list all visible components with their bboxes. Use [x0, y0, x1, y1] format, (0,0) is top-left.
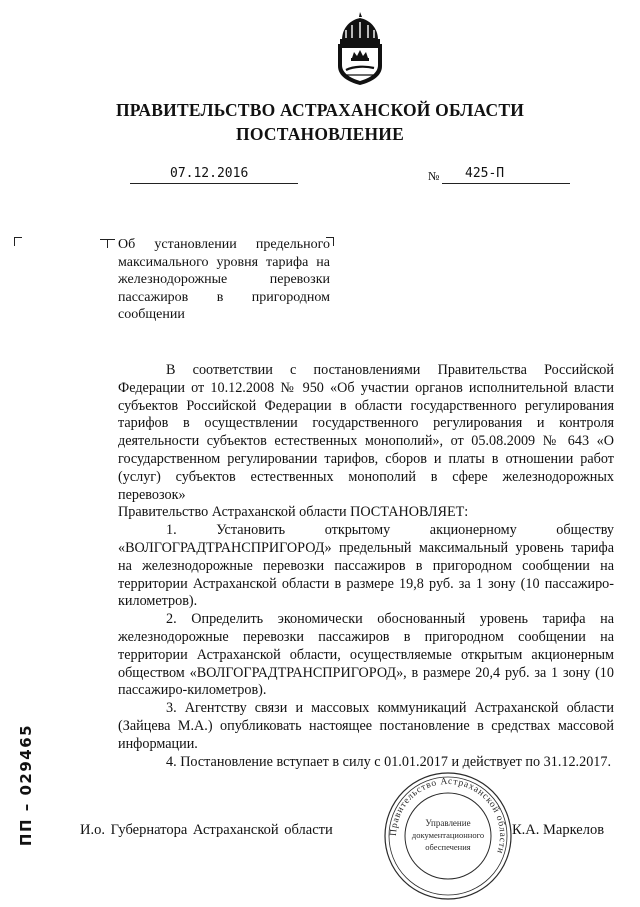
number-sign: №: [428, 169, 440, 183]
signatory-name: К.А. Маркелов: [512, 822, 605, 838]
resolution-item-1: 1. Установить открытому акционерному обществу «ВОЛГОГРАДТРАНСПРИГОРОД» предельный максимальный уровень тарифа на железнодорожные перевозки пассажиров в пригородном сообщении на территории Астраханской области в размере 19,8 руб. за 1 зону (10 пассажиро-километров).: [118, 522, 614, 610]
subject-bracket-left-inner: [107, 239, 115, 248]
document-subject: Об установлении предельного максимального уровня тарифа на железнодорожные перевозки пассажиров в пригородном сообщении: [118, 237, 330, 322]
number-underline: [442, 183, 570, 184]
corner-mark: [14, 237, 22, 246]
document-number: 425-П: [465, 166, 505, 181]
stamp-line-3: обеспечения: [425, 842, 471, 852]
serial-number-block: [6, 690, 46, 880]
coat-of-arms-emblem: [328, 10, 392, 86]
resolution-item-4: 4. Постановление вступает в силу с 01.01.2017 и действует по 31.12.2017.: [166, 753, 612, 770]
document-date: 07.12.2016: [170, 166, 249, 181]
signatory-role: И.о. Губернатора Астраханской области: [80, 822, 333, 838]
preamble-paragraph: В соответствии с постановлениями Правительства Российской Федерации от 10.12.2008 № 950 «Об участии органов исполнительной власти субъектов Российской Федерации в области государственного регулирования тарифов в осуществлении государственного регулирования и контроля деятельности субъектов естественных монополий», от 05.08.2009 № 643 «О государственном регулировании тарифов, сборов и платы в отношении работ (услуг) субъектов естественных монополий в сфере железнодорожных перевозок»: [118, 362, 614, 503]
resolves-paragraph: Правительство Астраханской области ПОСТАНОВЛЯЕТ:: [118, 504, 469, 521]
office-stamp: [382, 770, 514, 902]
stamp-line-2: документационного: [411, 830, 485, 840]
document-type: ПОСТАНОВЛЕНИЕ: [236, 124, 404, 144]
stamp-line-1: Управление: [425, 818, 471, 828]
document-body: [118, 362, 614, 771]
organization-title: ПРАВИТЕЛЬСТВО АСТРАХАНСКОЙ ОБЛАСТИ: [115, 100, 525, 120]
date-underline: [130, 183, 298, 184]
stamp-ring-text: Правительство Астраханской области: [388, 776, 508, 856]
resolution-item-2: 2. Определить экономически обоснованный уровень тарифа на железнодорожные перевозки пассажиров в пригородном сообщении на территории Астраханской области, осуществляемые открытым акционерным обществом «ВОЛГОГРАДТРАНСПРИГОРОД», в размере 20,4 руб. за 1 зону (10 пассажиро-километров).: [118, 611, 614, 699]
resolution-item-3: 3. Агентству связи и массовых коммуникаций Астраханской области (Зайцева М.А.) опубликовать настоящее постановление в средствах массовой информации.: [118, 700, 614, 752]
serial-number: ПП – 029465: [17, 723, 35, 847]
